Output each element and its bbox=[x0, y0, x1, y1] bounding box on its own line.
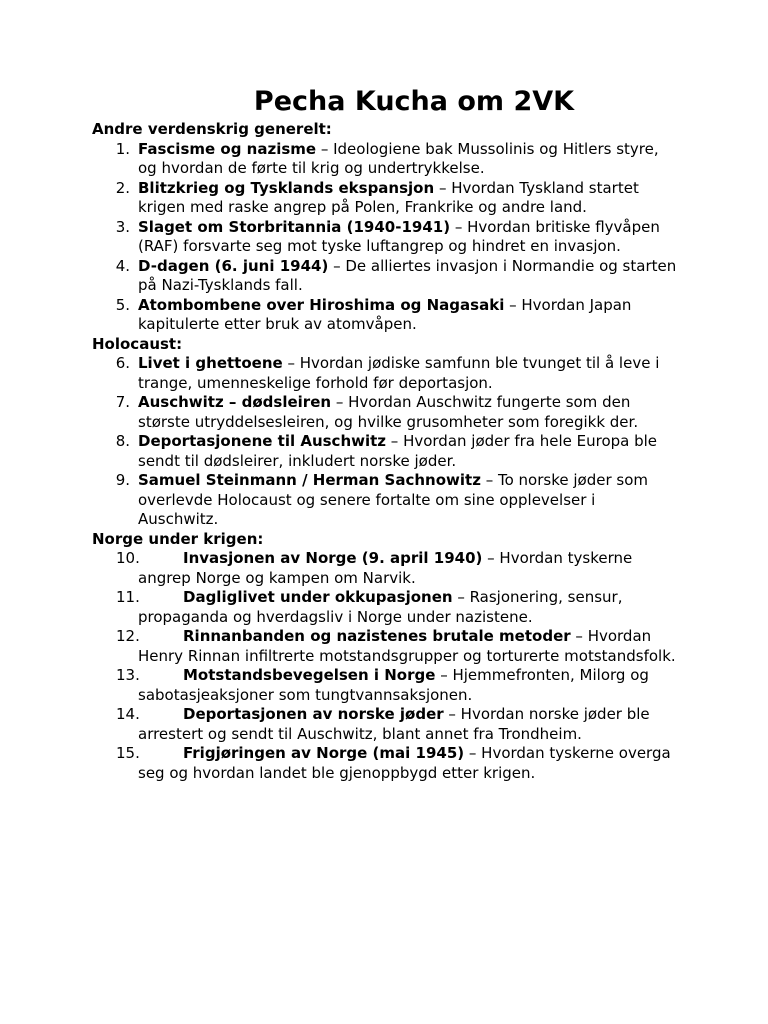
item-description: – Hvordan britiske flyvåpen (RAF) forsvarte seg mot tyske luftangrep og hindret en invasjon. bbox=[138, 217, 660, 255]
item-description: – To norske jøder som overlevde Holocaust og senere fortalte om sine opplevelser i Auschwitz. bbox=[138, 471, 648, 528]
item-number: 8. bbox=[115, 432, 130, 450]
item-number: 4. bbox=[115, 256, 130, 275]
item-description: – Hvordan norske jøder ble arrestert og sendt til Auschwitz, blant annet fra Trondheim. bbox=[138, 705, 650, 743]
list-item bbox=[92, 471, 678, 530]
item-title: Invasjonen av Norge (9. april 1940) bbox=[183, 549, 483, 567]
item-title: Dagliglivet under okkupasjonen bbox=[183, 588, 453, 606]
list-item bbox=[92, 296, 678, 335]
item-description: – Rasjonering, sensur, propaganda og hverdagsliv i Norge under nazistene. bbox=[138, 588, 623, 626]
item-number: 1. bbox=[115, 139, 130, 158]
item-number: 6. bbox=[115, 354, 130, 372]
item-number: 13. bbox=[116, 666, 140, 684]
item-number: 14. bbox=[116, 705, 140, 723]
item-number: 9. bbox=[115, 471, 130, 489]
list-item bbox=[92, 549, 678, 588]
list-item bbox=[92, 257, 678, 296]
list-item bbox=[92, 393, 678, 432]
section-ww2-general bbox=[92, 120, 708, 335]
item-number: 5. bbox=[115, 295, 130, 314]
item-description: – Hvordan Japan kapitulerte etter bruk av atomvåpen. bbox=[138, 295, 632, 333]
list-item bbox=[92, 218, 678, 257]
item-title: Fascisme og nazisme bbox=[138, 139, 317, 158]
list-item bbox=[92, 705, 678, 744]
item-title: Atombombene over Hiroshima og Nagasaki bbox=[138, 295, 505, 314]
list-item bbox=[92, 588, 678, 627]
item-title: Frigjøringen av Norge (mai 1945) bbox=[183, 744, 465, 762]
section-heading: Andre verdenskrig generelt: bbox=[92, 120, 332, 138]
item-description: – Hvordan jøder fra hele Europa ble sendt til dødsleirer, inkludert norske jøder. bbox=[138, 432, 658, 470]
list-item bbox=[92, 432, 678, 471]
item-title: Samuel Steinmann / Herman Sachnowitz bbox=[138, 471, 481, 489]
item-title: Auschwitz – dødsleiren bbox=[138, 393, 332, 411]
item-description: – Hvordan tyskerne overga seg og hvordan landet ble gjenoppbygd etter krigen. bbox=[138, 744, 671, 782]
page-title: Pecha Kucha om 2VK bbox=[253, 86, 575, 117]
item-description: – Hvordan jødiske samfunn ble tvunget til å leve i trange, umenneskelige forhold før deportasjon. bbox=[138, 354, 660, 392]
item-number: 3. bbox=[115, 217, 130, 236]
item-title: Deportasjonen av norske jøder bbox=[183, 705, 444, 723]
item-number: 11. bbox=[116, 588, 140, 606]
item-description: – De alliertes invasjon i Normandie og starten på Nazi-Tysklands fall. bbox=[138, 256, 677, 294]
list-item bbox=[92, 354, 678, 393]
item-title: Blitzkrieg og Tysklands ekspansjon bbox=[138, 178, 435, 197]
item-description: – Hvordan Henry Rinnan infiltrerte motstandsgrupper og torturerte motstandsfolk. bbox=[138, 627, 676, 665]
item-title: Slaget om Storbritannia (1940-1941) bbox=[138, 217, 451, 236]
item-description: – Hvordan Auschwitz fungerte som den største utryddelsesleiren, og hvilke grusomheter som foregikk der. bbox=[138, 393, 639, 431]
list-item bbox=[92, 744, 678, 783]
item-description: – Hvordan Tyskland startet krigen med raske angrep på Polen, Frankrike og andre land. bbox=[138, 178, 639, 216]
item-number: 2. bbox=[115, 178, 130, 197]
section-heading: Holocaust: bbox=[92, 334, 183, 353]
item-description: – Hvordan tyskerne angrep Norge og kampen om Narvik. bbox=[138, 549, 633, 587]
item-number: 10. bbox=[116, 549, 140, 567]
item-description: – Hjemmefronten, Milorg og sabotasjeaksjoner som tungtvannsaksjonen. bbox=[138, 666, 649, 704]
section-norway-war bbox=[92, 530, 708, 784]
item-title: Livet i ghettoene bbox=[138, 354, 283, 372]
item-title: Rinnanbanden og nazistenes brutale metoder bbox=[183, 627, 571, 645]
item-number: 7. bbox=[115, 393, 130, 411]
item-title: Motstandsbevegelsen i Norge bbox=[183, 666, 436, 684]
list-item bbox=[92, 140, 678, 179]
list-item bbox=[92, 627, 678, 666]
section-heading: Norge under krigen: bbox=[92, 529, 264, 548]
item-number: 12. bbox=[116, 627, 140, 645]
section-holocaust bbox=[92, 335, 708, 530]
item-title: D-dagen (6. juni 1944) bbox=[138, 256, 329, 275]
item-number: 15. bbox=[116, 744, 140, 762]
item-description: – Ideologiene bak Mussolinis og Hitlers styre, og hvordan de førte til krig og undertrykkelse. bbox=[138, 139, 659, 177]
list-item bbox=[92, 666, 678, 705]
item-title: Deportasjonene til Auschwitz bbox=[138, 432, 387, 450]
list-item bbox=[92, 179, 678, 218]
